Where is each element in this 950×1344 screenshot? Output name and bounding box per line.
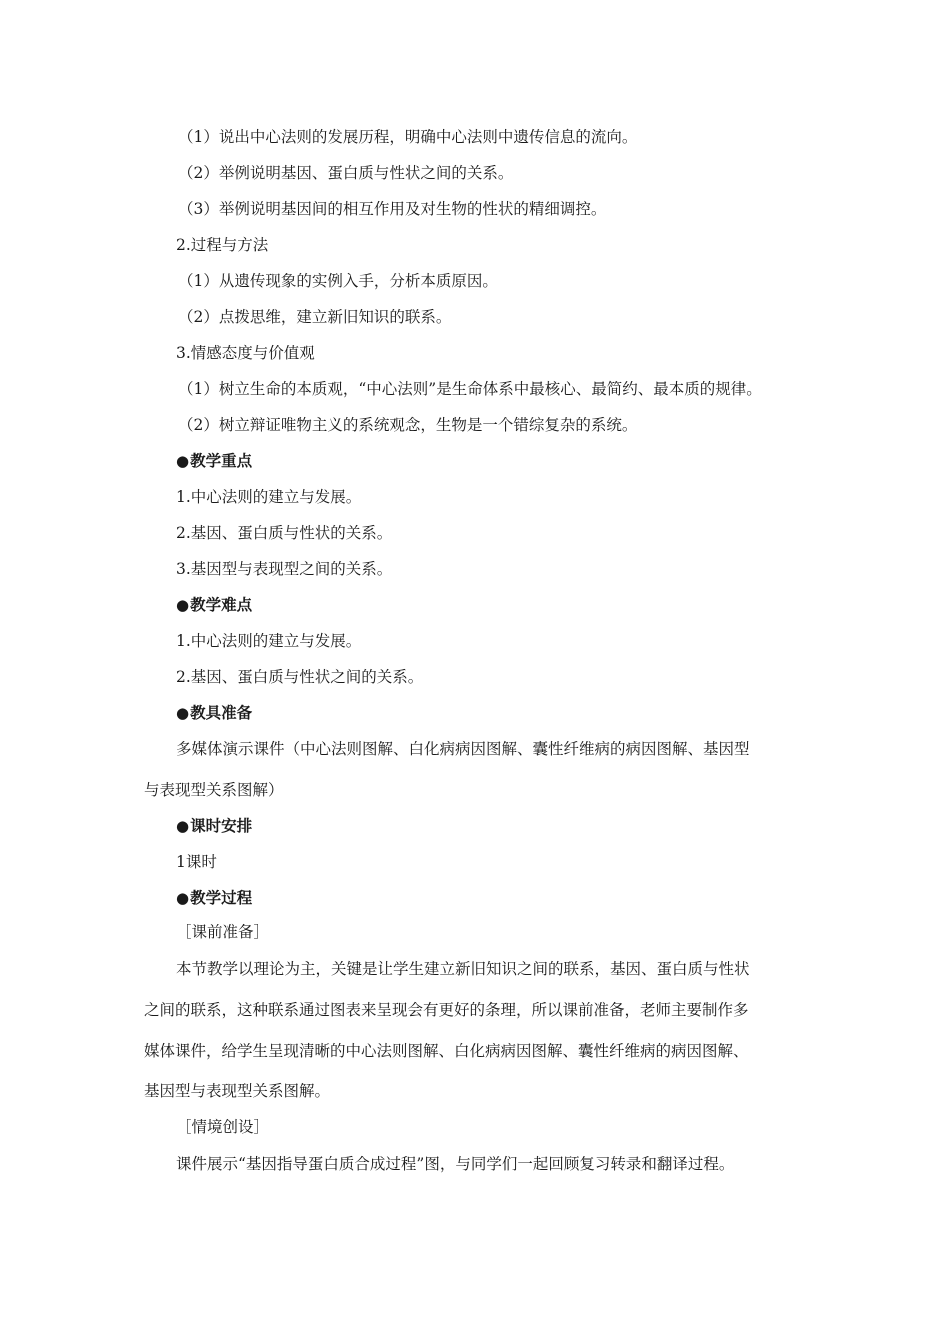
key-point-3: 3.基因型与表现型之间的关系。: [176, 560, 393, 578]
context-title: ［情境创设］: [176, 1118, 270, 1136]
process-method-item-1: （1）从遗传现象的实例入手，分析本质原因。: [178, 272, 498, 290]
difficult-points-heading: [176, 595, 252, 615]
prep-line-3: 媒体课件，给学生呈现清晰的中心法则图解、白化病病因图解、囊性纤维病的病因图解、: [144, 1042, 749, 1060]
difficult-points-title: 教学难点: [190, 596, 253, 614]
teaching-aids-line-2: 与表现型关系图解）: [144, 781, 284, 799]
bullet-icon: ●: [176, 889, 190, 907]
bullet-icon: ●: [176, 596, 190, 614]
prep-line-1: 本节教学以理论为主，关键是让学生建立新旧知识之间的联系，基因、蛋白质与性状: [176, 960, 750, 978]
teaching-aids-heading: [176, 703, 252, 723]
bullet-icon: ●: [176, 817, 190, 835]
bullet-icon: ●: [176, 452, 190, 470]
process-heading: [176, 888, 252, 908]
key-point-1: 1.中心法则的建立与发展。: [176, 488, 362, 506]
teaching-aids-title: 教具准备: [190, 704, 253, 722]
schedule-heading: [176, 816, 252, 836]
process-method-heading: 2.过程与方法: [176, 236, 269, 254]
difficult-point-1: 1.中心法则的建立与发展。: [176, 632, 362, 650]
prep-line-4: 基因型与表现型关系图解。: [144, 1082, 331, 1100]
knowledge-goal-1: （1）说出中心法则的发展历程，明确中心法则中遗传信息的流向。: [178, 128, 638, 146]
context-line: 课件展示“基因指导蛋白质合成过程”图，与同学们一起回顾复习转录和翻译过程。: [176, 1155, 735, 1173]
process-title: 教学过程: [190, 889, 253, 907]
process-method-item-2: （2）点拨思维，建立新旧知识的联系。: [178, 308, 452, 326]
key-point-2: 2.基因、蛋白质与性状的关系。: [176, 524, 393, 542]
key-points-title: 教学重点: [190, 452, 253, 470]
prep-title: ［课前准备］: [176, 923, 270, 941]
bullet-icon: ●: [176, 704, 190, 722]
emotion-values-item-1: （1）树立生命的本质观，“中心法则”是生命体系中最核心、最简约、最本质的规律。: [178, 380, 762, 398]
schedule-text: 1课时: [176, 853, 217, 871]
emotion-values-heading: 3.情感态度与价值观: [176, 344, 315, 362]
key-points-heading: [176, 451, 252, 471]
emotion-values-item-2: （2）树立辩证唯物主义的系统观念，生物是一个错综复杂的系统。: [178, 416, 638, 434]
knowledge-goal-3: （3）举例说明基因间的相互作用及对生物的性状的精细调控。: [178, 200, 607, 218]
schedule-title: 课时安排: [190, 817, 253, 835]
prep-line-2: 之间的联系，这种联系通过图表来呈现会有更好的条理，所以课前准备，老师主要制作多: [144, 1001, 749, 1019]
teaching-aids-line-1: 多媒体演示课件（中心法则图解、白化病病因图解、囊性纤维病的病因图解、基因型: [176, 740, 750, 758]
knowledge-goal-2: （2）举例说明基因、蛋白质与性状之间的关系。: [178, 164, 514, 182]
difficult-point-2: 2.基因、蛋白质与性状之间的关系。: [176, 668, 424, 686]
